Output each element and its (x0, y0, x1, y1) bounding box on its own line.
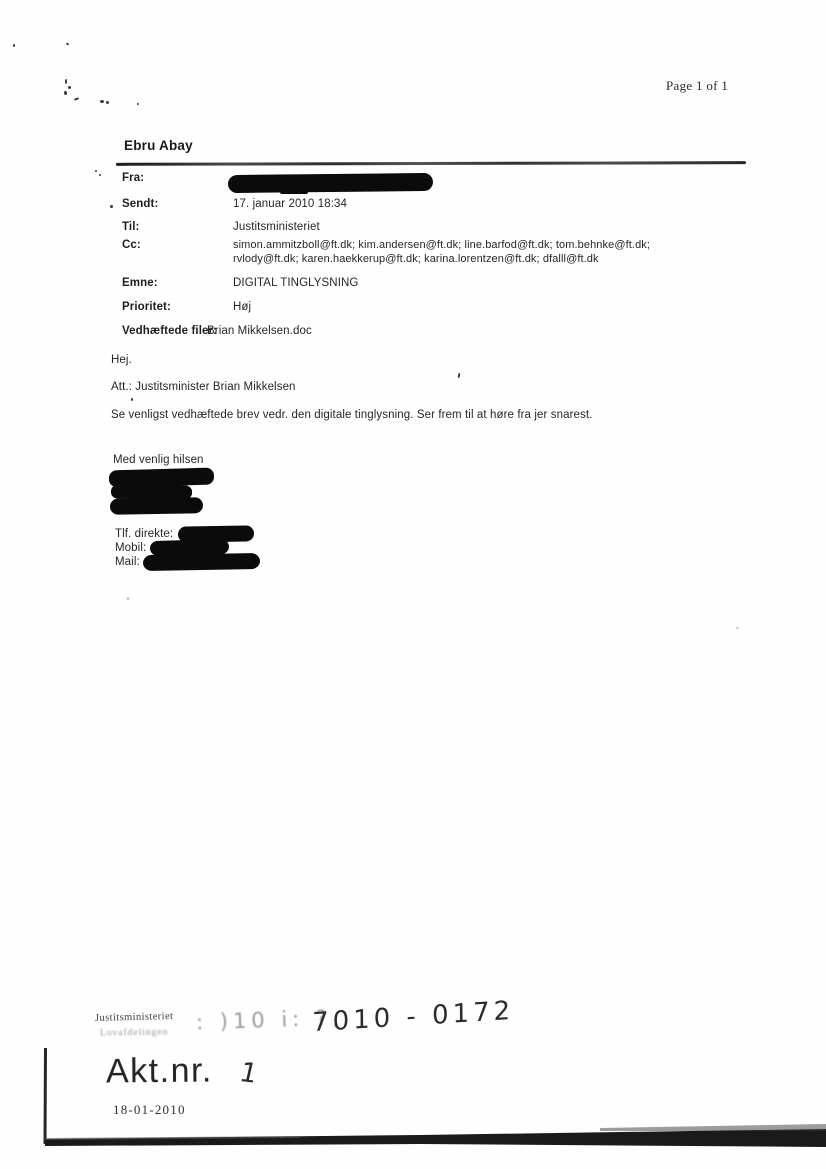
redaction-bar-mail (143, 553, 260, 571)
scan-speck (137, 103, 139, 105)
field-label-cc: Cc: (122, 239, 141, 251)
scan-speck (66, 42, 70, 45)
field-value-cc-line2: rvlody@ft.dk; karen.haekkerup@ft.dk; karina.lorentzen@ft.dk; dfalll@ft.dk (233, 253, 599, 265)
scan-speck (106, 101, 109, 104)
scan-speck (736, 627, 739, 629)
scan-speck (131, 398, 133, 401)
akt-nr-handwritten-value: 1 (236, 1057, 261, 1090)
ministry-stamp-line2: Lovafdelingen (99, 1027, 169, 1039)
redaction-bar-from (228, 173, 433, 193)
scan-speck (64, 91, 67, 95)
field-value-prioritet: Høj (233, 301, 252, 313)
field-label-vedhaeftede-filer: Vedhæftede filer: (122, 325, 217, 337)
bullet-speck (110, 205, 113, 208)
body-message: Se venligst vedhæftede brev vedr. den digitale tinglysning. Ser frem til at høre fra jer snarest. (111, 409, 593, 421)
field-value-emne: DIGITAL TINGLYSNING (233, 277, 359, 289)
body-closing: Med venlig hilsen (113, 454, 204, 466)
contact-mail-label: Mail: (115, 556, 140, 568)
scan-speck (127, 597, 129, 600)
body-greeting: Hej. (111, 354, 132, 366)
field-label-sendt: Sendt: (122, 198, 159, 210)
scan-speck (458, 373, 461, 378)
akt-nr-stamp-label: Akt.nr. (105, 1051, 214, 1091)
scan-speck (95, 170, 97, 172)
scan-speck (13, 44, 15, 47)
scan-speck (100, 100, 104, 103)
contact-phone-label: Tlf. direkte: (115, 528, 174, 540)
scan-speck (99, 174, 101, 176)
header-divider (116, 161, 746, 166)
contact-mobile-label: Mobil: (115, 542, 147, 554)
field-label-til: Til: (122, 221, 140, 233)
scan-speck (68, 86, 71, 89)
scan-speck (74, 97, 79, 101)
field-value-cc-line1: simon.ammitzboll@ft.dk; kim.andersen@ft.dk; line.barfod@ft.dk; tom.behnke@ft.dk; (233, 239, 651, 251)
field-value-sendt: 17. januar 2010 18:34 (233, 198, 348, 210)
ministry-stamp-line1: Justitsministeriet (94, 1010, 174, 1025)
field-label-fra: Fra: (122, 172, 145, 184)
date-stamp: 18-01-2010 (113, 1102, 186, 1117)
body-att-line: Att.: Justitsminister Brian Mikkelsen (111, 381, 296, 393)
handwritten-fragments: : )10 i: ?, (195, 1005, 345, 1035)
mailbox-owner-name: Ebru Abay (124, 138, 193, 153)
redaction-bar-from-tail (280, 189, 308, 194)
field-label-prioritet: Prioritet: (122, 301, 171, 313)
page-number-label: Page 1 of 1 (666, 78, 729, 93)
scan-speck (65, 79, 67, 84)
redaction-bar-signature-3 (110, 497, 203, 515)
field-value-vedhaeftede-filer: Brian Mikkelsen.doc (207, 325, 312, 337)
field-value-til: Justitsministeriet (233, 221, 320, 233)
field-label-emne: Emne: (122, 277, 158, 289)
handwritten-case-number: 7010 - 0172 (312, 995, 515, 1039)
